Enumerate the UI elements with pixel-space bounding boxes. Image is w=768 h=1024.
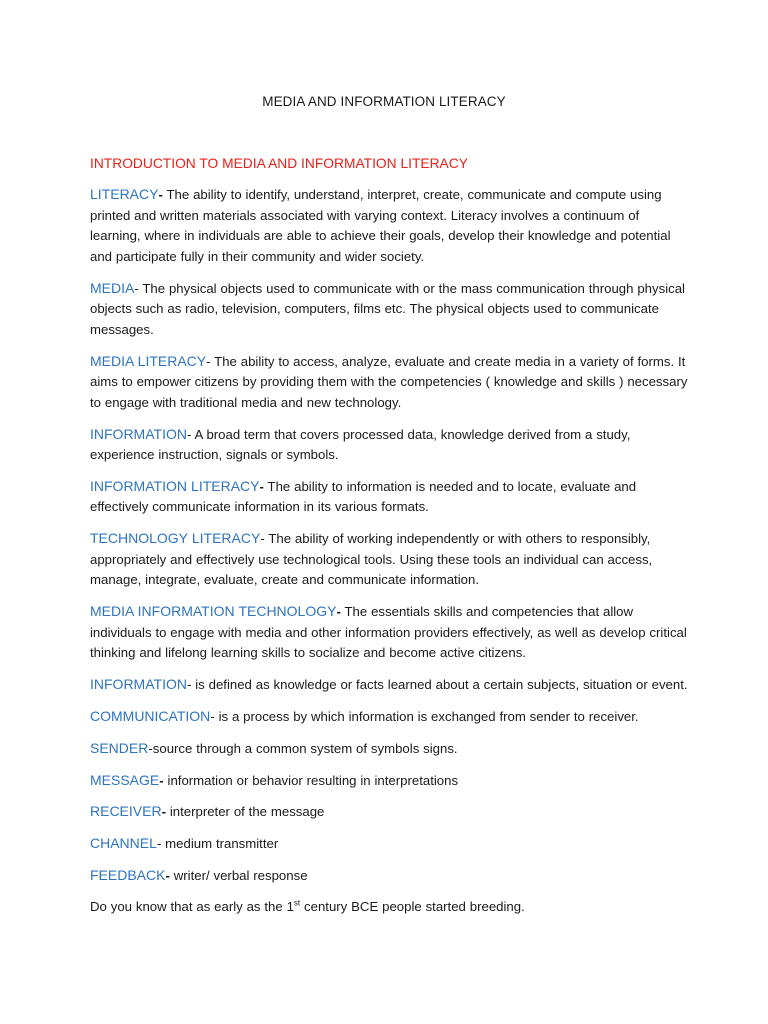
definition-text: source through a common system of symbols signs. (152, 740, 458, 756)
definition-text: is defined as knowledge or facts learned about a certain subjects, situation or event. (191, 677, 688, 693)
definition-text: The ability to information is needed and to locate, evaluate and effectively communicate information in its various formats. (90, 478, 637, 515)
definition-media (90, 278, 690, 341)
definition-text: medium transmitter (161, 836, 279, 852)
definition-sender (90, 738, 690, 760)
term-dash: - (336, 604, 341, 620)
closing-sentence (90, 897, 690, 918)
term-media-literacy: MEDIA LITERACY (90, 352, 207, 369)
definition-message (90, 770, 690, 792)
definition-text: The ability to identify, understand, interpret, create, communicate and compute using printed and written materials associated with varying context. Literacy involves a continuum of learning, where in individuals are able to achieve their goals, develop their knowledge and potential and participate fully in their community and wider society. (90, 187, 671, 264)
definition-text: interpreter of the message (165, 804, 325, 820)
definition-text: is a process by which information is exchanged from sender to receiver. (214, 708, 639, 724)
definition-receiver (90, 801, 690, 823)
term-dash: - (210, 708, 215, 724)
term-channel: CHANNEL (90, 835, 157, 852)
definition-text: The essentials skills and competencies that allow individuals to engage with media and other information providers effectively, as well as develop critical thinking and lifelong learning skills to socialize and become active citizens. (90, 604, 687, 661)
term-dash: - (259, 478, 264, 494)
section-heading: INTRODUCTION TO MEDIA AND INFORMATION LITERACY (90, 156, 468, 171)
term-dash: - (186, 677, 192, 693)
definition-channel (90, 833, 690, 855)
term-media: MEDIA (90, 279, 135, 296)
definition-text: The ability to access, analyze, evaluate and create media in a variety of forms. It aims to empower citizens by providing them with the competencies ( knowledge and skills ) necessary to engage with traditional media and new technology. (90, 353, 688, 410)
term-dash: - (161, 804, 166, 820)
definition-text: writer/ verbal response (169, 867, 308, 883)
definition-communication (90, 706, 690, 728)
definition-text: A broad term that covers processed data, knowledge derived from a study, experience instruction, signals or symbols. (90, 426, 631, 463)
term-dash: - (158, 187, 163, 202)
term-technology-literacy: TECHNOLOGY LITERACY (90, 530, 261, 547)
definition-information-2 (90, 674, 690, 696)
definition-feedback (90, 865, 690, 887)
term-information-literacy: INFORMATION LITERACY (90, 477, 260, 494)
term-media-information-technology: MEDIA INFORMATION TECHNOLOGY (90, 603, 337, 620)
closing-text-before: Do you know that as early as the 1 (90, 898, 294, 914)
term-communication: COMMUNICATION (90, 707, 211, 724)
definition-text: information or behavior resulting in interpretations (163, 772, 459, 788)
term-dash: - (260, 531, 265, 547)
term-information: INFORMATION (90, 676, 187, 693)
ordinal-superscript: st (293, 898, 301, 908)
term-feedback: FEEDBACK (90, 866, 166, 883)
document-title: MEDIA AND INFORMATION LITERACY (262, 94, 506, 109)
definition-technology-literacy (90, 528, 690, 591)
term-literacy: LITERACY (90, 186, 159, 202)
term-dash: - (156, 836, 162, 852)
term-sender: SENDER (90, 739, 149, 756)
definition-media-literacy (90, 351, 690, 414)
definition-text: The ability of working independently or with others to responsibly, appropriately and effectively use technological tools. Using these tools an individual can access, manage, integrate, evaluate, create and communicate information. (90, 531, 653, 588)
term-dash: - (159, 772, 164, 788)
closing-text-after: century BCE people started breeding. (300, 898, 525, 914)
definition-information (90, 424, 690, 466)
definition-literacy (90, 184, 690, 267)
term-receiver: RECEIVER (90, 803, 162, 820)
term-dash: - (134, 280, 139, 296)
term-dash: - (165, 867, 170, 883)
term-dash: - (186, 426, 192, 442)
term-dash: - (148, 740, 153, 756)
definition-media-information-technology (90, 601, 690, 664)
term-message: MESSAGE (90, 771, 160, 788)
term-information: INFORMATION (90, 425, 187, 442)
term-dash: - (206, 353, 211, 369)
definition-text: The physical objects used to communicate with or the mass communication through physical objects such as radio, television, computers, films etc. The physical objects used to communicate messages. (90, 280, 685, 337)
definition-information-literacy (90, 476, 690, 518)
document-body (90, 184, 690, 927)
